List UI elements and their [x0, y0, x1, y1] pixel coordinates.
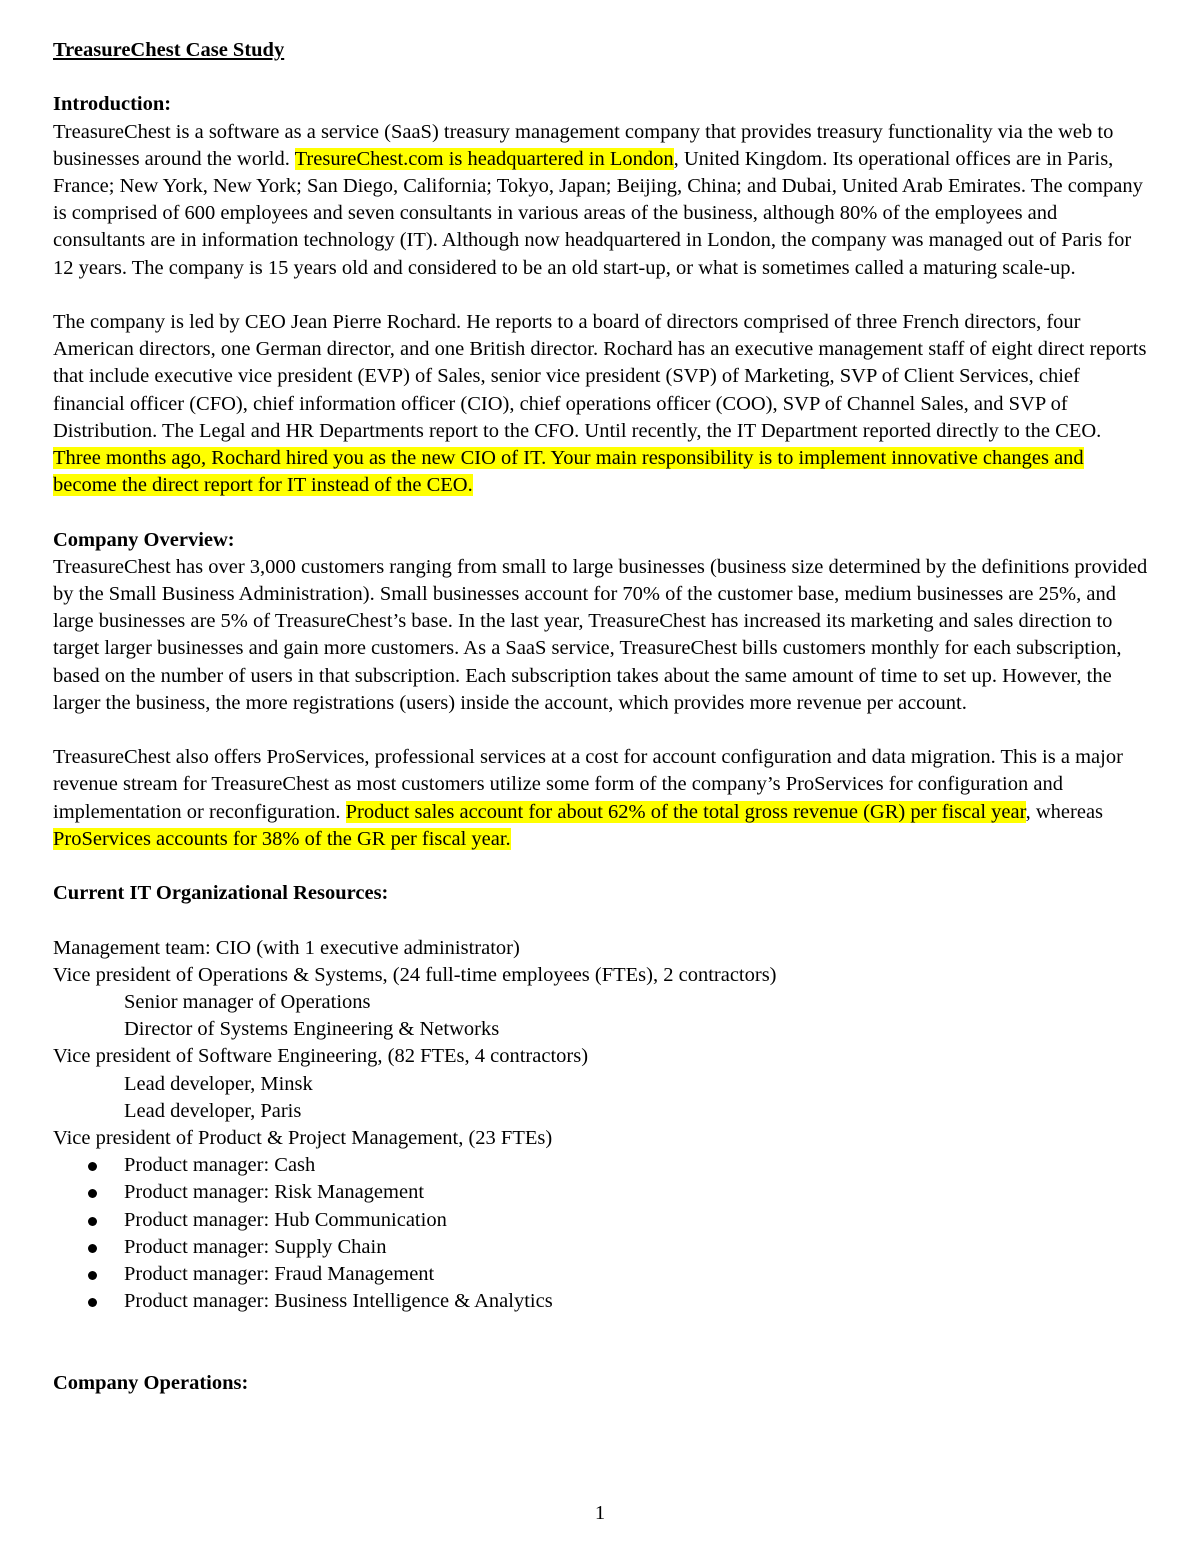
vp-product-line: Vice president of Product & Project Management, (23 FTEs) — [53, 1127, 553, 1150]
document-page — [53, 37, 1148, 1397]
text-run: TreasureChest is a software as a service (SaaS) treasury management company that provides treasury functionality via the web to businesses around the world. — [53, 120, 1114, 170]
overview-paragraph-2 — [53, 744, 1148, 853]
list-item — [53, 1179, 1148, 1206]
report-line: Lead developer, Paris — [124, 1099, 302, 1122]
bullet-icon — [88, 1298, 97, 1307]
bullet-icon — [88, 1244, 97, 1253]
vp-software-line: Vice president of Software Engineering, (82 FTEs, 4 contractors) — [53, 1045, 589, 1068]
list-item-text: Product manager: Business Intelligence & Analytics — [124, 1290, 553, 1313]
introduction-paragraph-2 — [53, 309, 1148, 499]
operations-heading: Company Operations: — [53, 1371, 249, 1394]
list-item-text: Product manager: Hub Communication — [124, 1208, 447, 1231]
highlighted-text: Product sales account for about 62% of the total gross revenue (GR) per fiscal year — [345, 800, 1026, 823]
spacer — [53, 64, 1148, 91]
spacer — [53, 1315, 1148, 1369]
text-run: , United Kingdom. Its operational offices are in Paris, France; New York, New York; San Diego, California; Tokyo, Japan; Beijing, China; and Dubai, United Arab Emirates. The company is comprised of 600 employees and seven consultants in various areas of the business, although 80% of the employees and consultants are in information technology (IT). Although now headquartered in London, the company was managed out of Paris for 12 years. The company is 15 years old and considered to be an old start-up, or what is sometimes called a maturing scale-up. — [53, 147, 1143, 279]
report-line: Director of Systems Engineering & Networks — [124, 1018, 500, 1041]
bullet-icon — [88, 1271, 97, 1280]
bullet-icon — [88, 1217, 97, 1226]
report-line: Senior manager of Operations — [124, 991, 371, 1014]
text-run: TreasureChest also offers ProServices, professional services at a cost for account configuration and data migration. This is a major revenue stream for TreasureChest as most customers utilize some form of the company’s ProServices for configuration and implementation or reconfiguration. — [53, 746, 1123, 823]
product-manager-list — [53, 1152, 1148, 1315]
list-item — [53, 1234, 1148, 1261]
document-title: TreasureChest Case Study — [53, 39, 285, 61]
list-item — [53, 1288, 1148, 1315]
spacer — [53, 282, 1148, 309]
list-item — [53, 1152, 1148, 1179]
spacer — [53, 907, 1148, 934]
bullet-icon — [88, 1162, 97, 1171]
highlighted-text: ProServices accounts for 38% of the GR per fiscal year. — [53, 827, 511, 850]
overview-paragraph-1: TreasureChest has over 3,000 customers ranging from small to large businesses (business size determined by the definitions provided by the Small Business Administration). Small businesses account for 70% of the customer base, medium businesses are 25%, and large businesses are 5% of TreasureChest’s base. In the last year, TreasureChest has increased its marketing and sales direction to target larger businesses and gain more customers. As a SaaS service, TreasureChest bills customers monthly for each subscription, based on the number of users in that subscription. Each subscription takes about the same amount of time to set up. However, the larger the business, the more registrations (users) inside the account, which provides more revenue per account. — [53, 555, 1148, 714]
list-item-text: Product manager: Fraud Management — [124, 1263, 435, 1286]
highlighted-text: TresureChest.com is headquartered in London — [294, 147, 674, 170]
list-item-text: Product manager: Cash — [124, 1154, 316, 1177]
spacer — [53, 499, 1148, 526]
report-line: Lead developer, Minsk — [124, 1072, 313, 1095]
management-team-line: Management team: CIO (with 1 executive administrator) — [53, 936, 520, 959]
text-run: , whereas — [1025, 800, 1104, 823]
spacer — [53, 717, 1148, 744]
list-item-text: Product manager: Supply Chain — [124, 1235, 387, 1258]
bullet-icon — [88, 1189, 97, 1198]
vp-operations-line: Vice president of Operations & Systems, (24 full-time employees (FTEs), 2 contractors) — [53, 963, 777, 986]
overview-heading: Company Overview: — [53, 528, 235, 551]
spacer — [53, 853, 1148, 880]
list-item — [53, 1261, 1148, 1288]
page-number: 1 — [594, 1502, 606, 1524]
introduction-heading: Introduction: — [53, 93, 172, 116]
highlighted-text: Three months ago, Rochard hired you as the new CIO of IT. Your main responsibility is to implement innovative changes and become the direct report for IT instead of the CEO. — [53, 447, 1084, 497]
resources-heading: Current IT Organizational Resources: — [53, 882, 389, 905]
introduction-paragraph-1 — [53, 119, 1148, 282]
list-item — [53, 1207, 1148, 1234]
list-item-text: Product manager: Risk Management — [124, 1181, 425, 1204]
text-run: The company is led by CEO Jean Pierre Rochard. He reports to a board of directors comprised of three French directors, four American directors, one German director, and one British director. Rochard has an executive management staff of eight direct reports that include executive vice president (EVP) of Sales, senior vice president (SVP) of Marketing, SVP of Client Services, chief financial officer (CFO), chief information officer (CIO), chief operations officer (COO), SVP of Channel Sales, and SVP of Distribution. The Legal and HR Departments report to the CFO. Until recently, the IT Department reported directly to the CEO. — [53, 311, 1147, 442]
